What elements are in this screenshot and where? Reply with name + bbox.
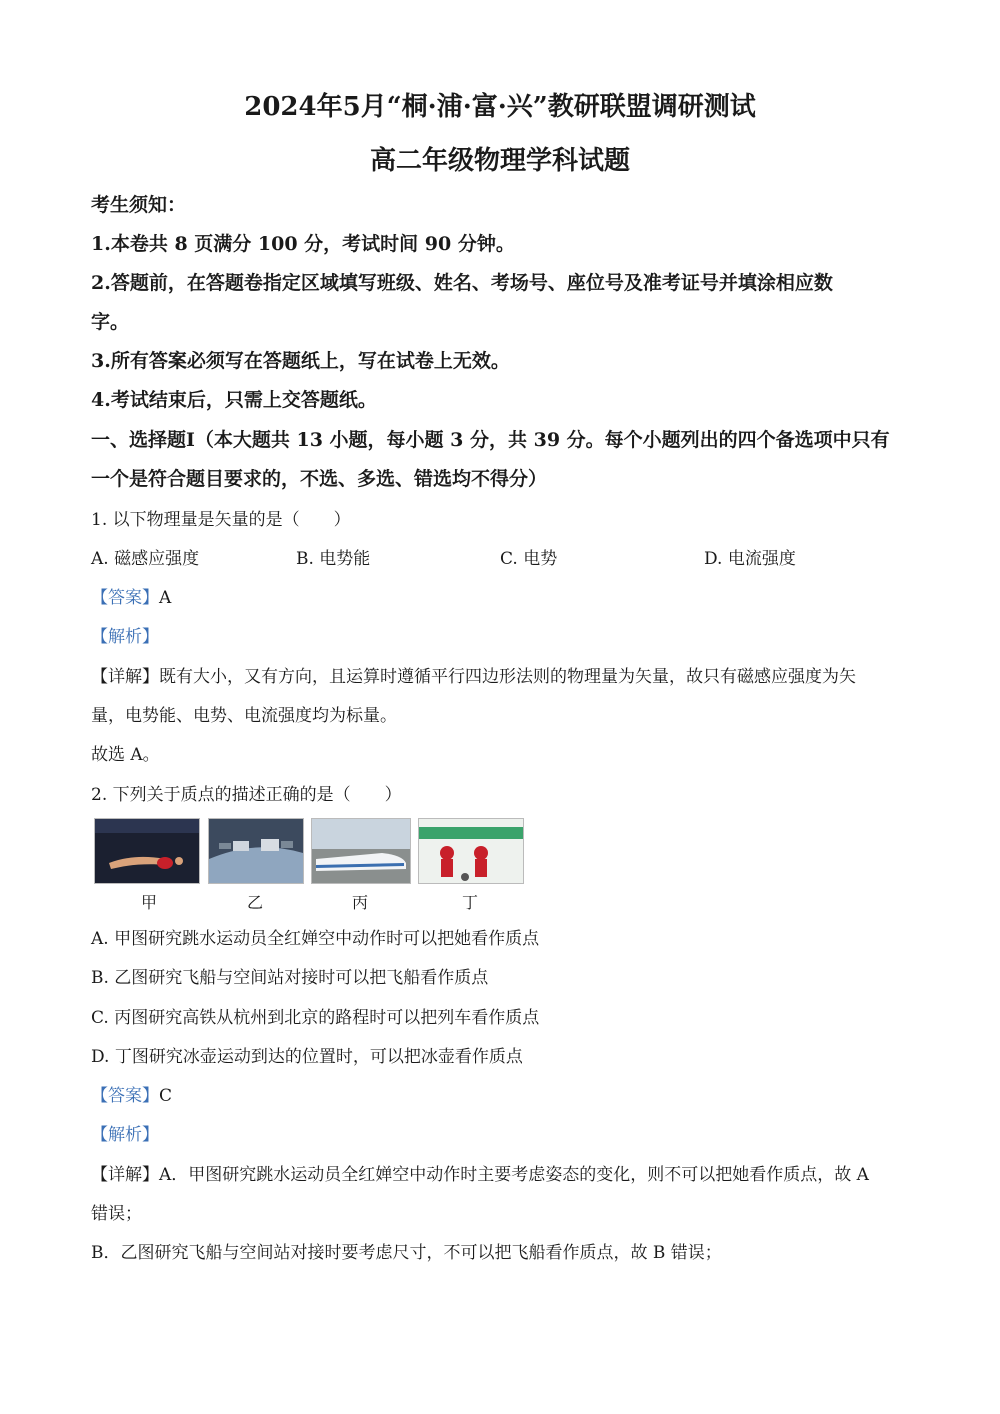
detail-text: A．甲图研究跳水运动员全红婵空中动作时主要考虑姿态的变化，则不可以把她看作质点，故 A (159, 1165, 869, 1185)
q2-analysis-label: 【解析】 (91, 1125, 159, 1145)
notice-item: 2.答题前，在答题卷指定区域填写班级、姓名、考场号、座位号及准考证号并填涂相应数 (91, 272, 833, 294)
detail-label: 【详解】 (91, 667, 159, 687)
curling-photo (418, 818, 524, 884)
q2-option-a: A. 甲图研究跳水运动员全红婵空中动作时可以把她看作质点 (91, 929, 540, 949)
question-1-stem: 1. 以下物理量是矢量的是（ ） (91, 510, 351, 530)
answer-label: 【答案】 (91, 1086, 159, 1106)
diver-photo (94, 818, 200, 884)
q1-detail-cont: 量，电势能、电势、电流强度均为标量。 (91, 706, 397, 726)
q2-option-d: D. 丁图研究冰壶运动到达的位置时，可以把冰壶看作质点 (91, 1047, 523, 1067)
detail-label: 【详解】 (91, 1165, 159, 1185)
section-heading: 一、选择题Ⅰ（本大题共 13 小题，每小题 3 分，共 39 分。每个小题列出的四个备选项中只有 (91, 429, 890, 451)
image-caption: 丙 (351, 893, 368, 912)
q2-option-c: C. 丙图研究高铁从杭州到北京的路程时可以把列车看作质点 (91, 1008, 540, 1028)
q1-answer (91, 583, 171, 608)
q2-detail-b: B．乙图研究飞船与空间站对接时要考虑尺寸，不可以把飞船看作质点，故 B 错误； (91, 1243, 722, 1263)
answer-value: A (159, 588, 172, 608)
answer-label: 【答案】 (91, 588, 159, 608)
section-heading-cont: 一个是符合题目要求的，不选、多选、错选均不得分） (91, 468, 548, 490)
q1-option-a: A. 磁感应强度 (91, 549, 200, 569)
notice-item: 3.所有答案必须写在答题纸上，写在试卷上无效。 (91, 350, 510, 372)
image-caption: 乙 (246, 893, 263, 912)
q1-analysis-label: 【解析】 (91, 627, 159, 647)
image-caption: 丁 (461, 893, 478, 912)
exam-title: 2024年5月“桐·浦·富·兴”教研联盟调研测试 (244, 92, 756, 122)
answer-value: C (159, 1086, 173, 1106)
q1-detail (91, 662, 856, 687)
q1-option-d: D. 电流强度 (704, 549, 796, 569)
notice-heading: 考生须知： (91, 194, 187, 216)
notice-item: 4.考试结束后，只需上交答题纸。 (91, 389, 377, 411)
q1-conclusion: 故选 A。 (91, 745, 160, 765)
image-caption: 甲 (140, 893, 157, 912)
q2-detail (91, 1160, 869, 1185)
q1-option-c: C. 电势 (500, 549, 558, 569)
detail-text: 既有大小，又有方向，且运算时遵循平行四边形法则的物理量为矢量，故只有磁感应强度为矢 (159, 667, 856, 687)
q2-option-b: B. 乙图研究飞船与空间站对接时可以把飞船看作质点 (91, 968, 489, 988)
exam-subtitle: 高二年级物理学科试题 (369, 146, 630, 176)
q2-answer (91, 1081, 172, 1106)
train-photo (311, 818, 411, 884)
notice-item: 字。 (91, 311, 130, 333)
q1-option-b: B. 电势能 (296, 549, 371, 569)
spacecraft-photo (208, 818, 304, 884)
notice-item: 1.本卷共 8 页满分 100 分，考试时间 90 分钟。 (91, 233, 515, 255)
question-2-stem: 2. 下列关于质点的描述正确的是（ ） (91, 785, 402, 805)
q2-detail-cont: 错误； (91, 1204, 142, 1224)
